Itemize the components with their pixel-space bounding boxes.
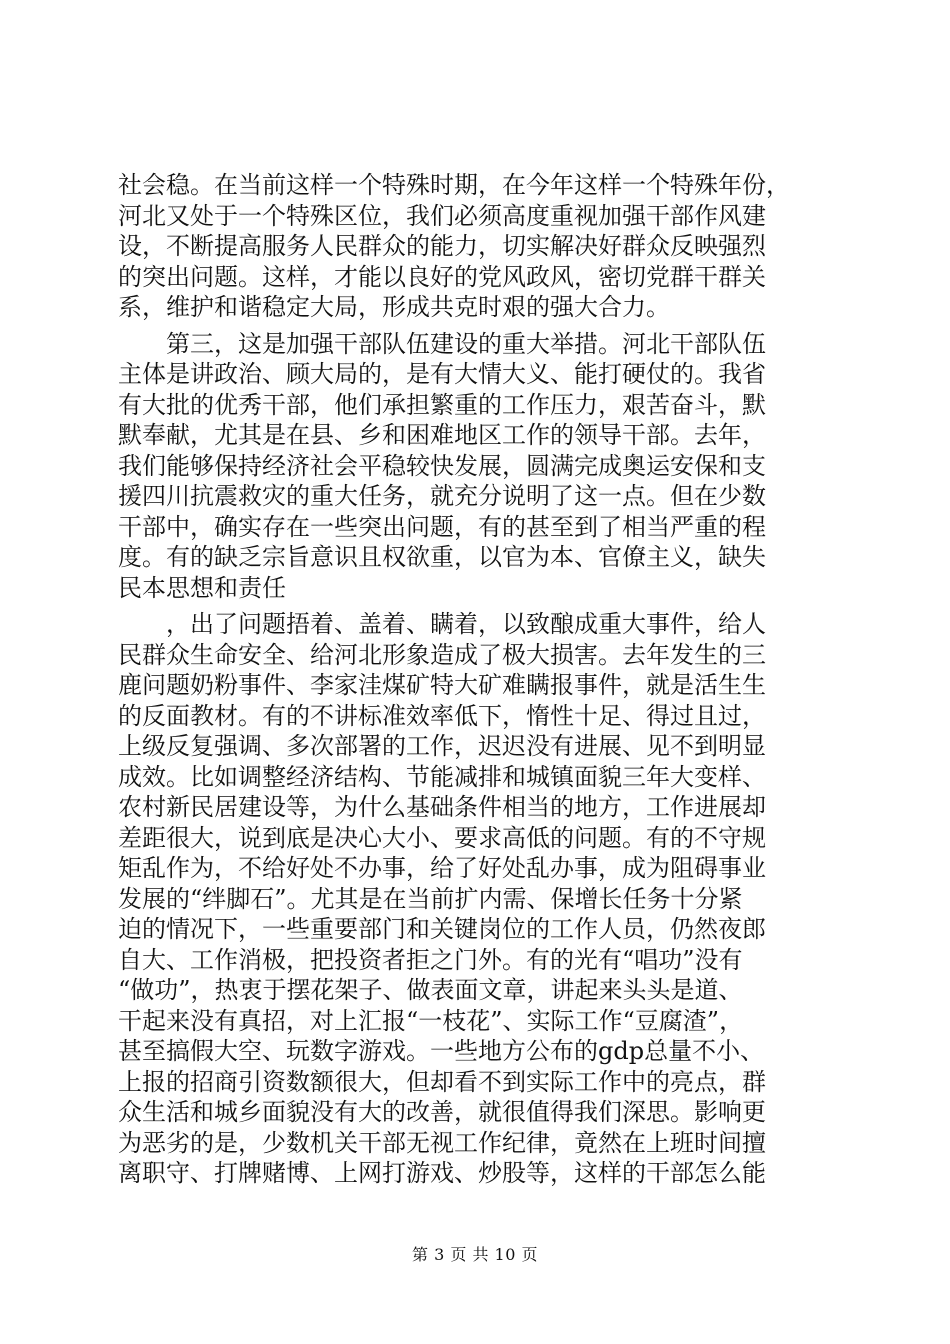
text-line: 迫的情况下，一些重要部门和关键岗位的工作人员，仍然夜郎 <box>118 915 766 943</box>
text-line: 离职守、打牌赌博、上网打游戏、炒股等，这样的干部怎么能 <box>118 1159 766 1187</box>
text-line: 援四川抗震救灾的重大任务，就充分说明了这一点。但在少数 <box>118 482 766 510</box>
text-line: 为恶劣的是，少数机关干部无视工作纪律，竟然在上班时间擅 <box>118 1128 766 1157</box>
text-line: 河北又处于一个特殊区位，我们必须高度重视加强干部作风建 <box>118 201 766 230</box>
text-line: 社会稳。在当前这样一个特殊时期，在今年这样一个特殊年份， <box>118 171 790 199</box>
text-line: 农村新民居建设等，为什么基础条件相当的地方，工作进展却 <box>118 793 766 821</box>
page-number-footer: 第 3 页 共 10 页 <box>412 1245 538 1264</box>
text-line: 上报的招商引资数额很大，但却看不到实际工作中的亮点，群 <box>118 1067 766 1096</box>
text-line: “做功”，热衷于摆花架子、做表面文章，讲起来头头是道、 <box>118 976 743 1004</box>
text-line: 我们能够保持经济社会平稳较快发展，圆满完成奥运安保和支 <box>118 451 766 480</box>
text-line: 发展的“绊脚石”。尤其是在当前扩内需、保增长任务十分紧 <box>118 884 743 913</box>
text-line: 上级反复强调、多次部署的工作，迟迟没有进展、见不到明显 <box>118 732 766 760</box>
text-line: 的突出问题。这样，才能以良好的党风政风，密切党群干群关 <box>118 262 766 291</box>
text-line: 第三，这是加强干部队伍建设的重大举措。河北干部队伍 <box>118 329 766 358</box>
text-line: 成效。比如调整经济结构、节能减排和城镇面貌三年大变样、 <box>118 762 766 791</box>
text-line: 设，不断提高服务人民群众的能力，切实解决好群众反映强烈 <box>118 232 766 260</box>
text-line: 主体是讲政治、顾大局的，是有大情大义、能打硬仗的。我省 <box>118 360 766 388</box>
text-line: 众生活和城乡面貌没有大的改善，就很值得我们深思。影响更 <box>118 1098 766 1126</box>
text-line: 民群众生命安全、给河北形象造成了极大损害。去年发生的三 <box>118 640 766 669</box>
text-line: 系，维护和谐稳定大局，形成共克时艰的强大合力。 <box>118 293 670 321</box>
text-line: ，出了问题捂着、盖着、瞒着，以致酿成重大事件，给人 <box>118 610 766 638</box>
text-line: 矩乱作为，不给好处不办事，给了好处乱办事，成为阻碍事业 <box>118 854 766 882</box>
text-line: 差距很大，说到底是决心大小、要求高低的问题。有的不守规 <box>118 823 766 852</box>
text-line: 默奉献，尤其是在县、乡和困难地区工作的领导干部。去年， <box>118 421 766 449</box>
text-line: 民本思想和责任 <box>118 573 286 602</box>
text-line: 干部中，确实存在一些突出问题，有的甚至到了相当严重的程 <box>118 512 766 541</box>
text-line: 的反面教材。有的不讲标准效率低下，惰性十足、得过且过， <box>118 701 766 730</box>
text-line: 有大批的优秀干部，他们承担繁重的工作压力，艰苦奋斗，默 <box>118 390 766 419</box>
text-line: 度。有的缺乏宗旨意识且权欲重，以官为本、官僚主义，缺失 <box>118 543 766 571</box>
text-line: 自大、工作消极，把投资者拒之门外。有的光有“唱功”没有 <box>118 945 743 974</box>
text-line: 干起来没有真招，对上汇报“一枝花”、实际工作“豆腐渣”， <box>118 1006 744 1035</box>
text-line: 鹿问题奶粉事件、李家洼煤矿特大矿难瞒报事件，就是活生生 <box>118 671 766 699</box>
text-line: 甚至搞假大空、玩数字游戏。一些地方公布的gdp总量不小、 <box>118 1037 765 1065</box>
body-text <box>118 170 838 1189</box>
